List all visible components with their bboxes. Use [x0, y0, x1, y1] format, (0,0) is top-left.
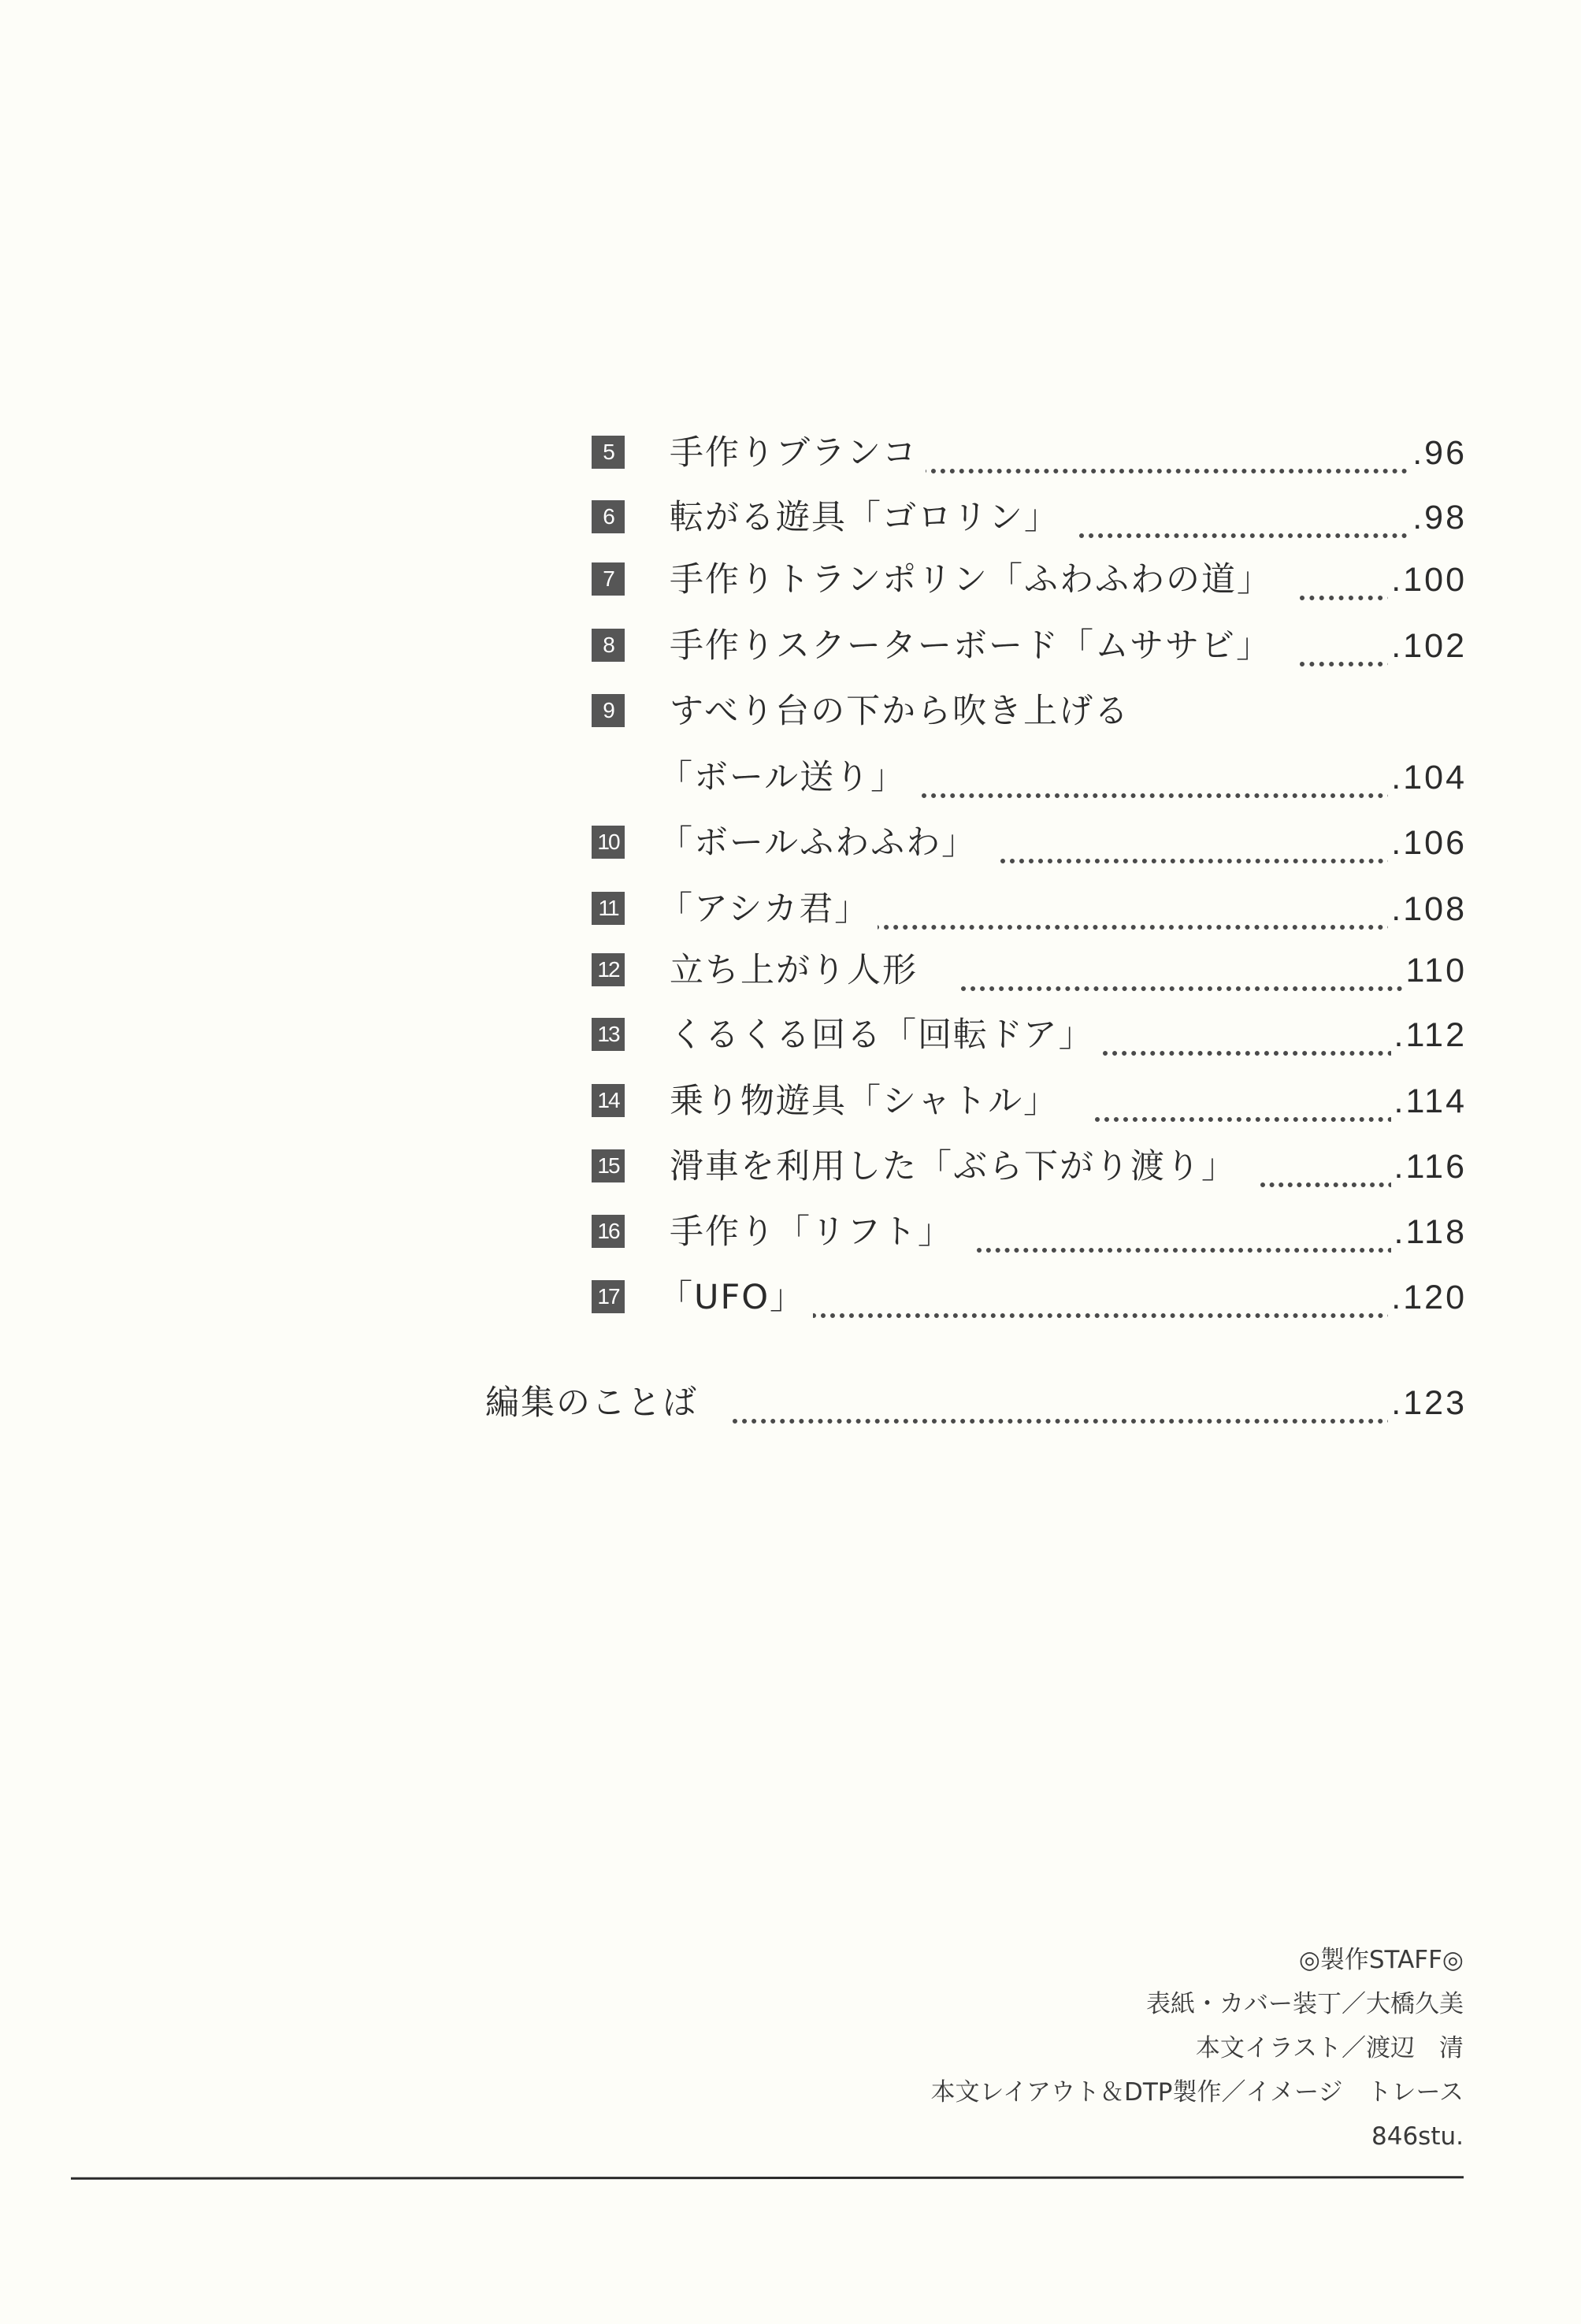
- page-number: .108: [1388, 885, 1467, 933]
- entry-title: すべり台の下から吹き上げる: [670, 688, 1138, 735]
- staff-heading: ◎製作STAFF◎: [1298, 1946, 1464, 1974]
- dot-leader: [922, 776, 1402, 798]
- toc-entry: [0, 1208, 1581, 1256]
- entry-title: 「アシカ君」: [659, 885, 878, 933]
- entry-title: 立ち上がり人形: [670, 947, 926, 994]
- toc-entry-afterword: [0, 1379, 1581, 1427]
- chapter-number-badge: 9: [592, 694, 625, 727]
- dot-leader: [922, 451, 1426, 473]
- page-number: 110: [1402, 947, 1467, 994]
- page-number: .102: [1388, 622, 1467, 670]
- staff-illustration: 本文イラスト／渡辺 清: [1195, 2034, 1464, 2062]
- toc-entry: [0, 1274, 1581, 1321]
- entry-title: 編集のことば: [485, 1379, 706, 1427]
- dot-leader: [1000, 841, 1402, 863]
- chapter-number-badge: 14: [592, 1084, 625, 1117]
- entry-title: 滑車を利用した「ぶら下がり渡り」: [670, 1143, 1245, 1190]
- page-number: .98: [1409, 494, 1467, 541]
- page-number: .100: [1388, 556, 1467, 603]
- dot-leader: [961, 969, 1402, 991]
- entry-title: 「UFO」: [659, 1274, 813, 1321]
- dot-leader: [1095, 1100, 1402, 1122]
- chapter-number-badge: 15: [592, 1149, 625, 1182]
- staff-studio: 846stu.: [1371, 2122, 1464, 2151]
- entry-title: 乗り物遊具「シャトル」: [670, 1078, 1067, 1125]
- toc-entry: [0, 622, 1581, 670]
- dot-leader: [1260, 1165, 1402, 1187]
- toc-entry: [0, 429, 1581, 477]
- chapter-number-badge: 10: [592, 826, 625, 859]
- entry-title: 転がる遊具「ゴロリン」: [670, 494, 1067, 541]
- entry-title: 手作り「リフト」: [670, 1208, 961, 1256]
- page-number: .120: [1388, 1274, 1467, 1321]
- staff-credits: [930, 1938, 1464, 2159]
- toc-entry: [0, 494, 1581, 541]
- chapter-number-badge: 13: [592, 1018, 625, 1051]
- toc-entry: [0, 947, 1581, 994]
- entry-title: 「ボールふわふわ」: [659, 819, 985, 867]
- staff-cover: 表紙・カバー装丁／大橋久美: [1146, 1990, 1464, 2018]
- dot-leader: [1300, 578, 1402, 600]
- page-number: .123: [1388, 1379, 1467, 1427]
- page-number: .112: [1391, 1012, 1468, 1059]
- toc-entry: [0, 1012, 1581, 1059]
- entry-title-continuation: 「ボール送り」: [659, 754, 914, 801]
- dot-leader: [977, 1231, 1402, 1253]
- page-number: .116: [1391, 1143, 1468, 1190]
- chapter-number-badge: 7: [592, 562, 625, 596]
- dot-leader: [811, 1296, 1402, 1318]
- chapter-number-badge: 16: [592, 1215, 625, 1248]
- page-number: .106: [1388, 819, 1467, 867]
- page-number: .118: [1391, 1208, 1468, 1256]
- dot-leader: [1300, 644, 1402, 666]
- page-number: .104: [1388, 754, 1467, 801]
- entry-title: 手作りブランコ: [670, 429, 926, 477]
- toc-entry: [0, 556, 1581, 603]
- toc-entry: [0, 819, 1581, 867]
- chapter-number-badge: 6: [592, 500, 625, 533]
- chapter-number-badge: 8: [592, 629, 625, 662]
- page-number: .114: [1391, 1078, 1468, 1125]
- toc-entry-continuation: [0, 754, 1581, 801]
- toc-entry: [0, 1078, 1581, 1125]
- entry-title: くるくる回る「回転ドア」: [670, 1012, 1102, 1059]
- dot-leader: [1103, 1034, 1402, 1056]
- dot-leader: [1079, 516, 1426, 538]
- chapter-number-badge: 17: [592, 1280, 625, 1313]
- chapter-number-badge: 12: [592, 953, 625, 986]
- page-number: .96: [1409, 429, 1467, 477]
- staff-layout: 本文レイアウト＆DTP製作／イメージ トレース: [930, 2078, 1464, 2107]
- entry-title: 手作りスクーターボード「ムササビ」: [670, 622, 1279, 670]
- dot-leader: [733, 1401, 1402, 1424]
- entry-title: 手作りトランポリン「ふわふわの道」: [670, 556, 1280, 603]
- toc-entry: [0, 885, 1581, 933]
- toc-entry: [0, 1143, 1581, 1190]
- chapter-number-badge: 11: [592, 892, 625, 925]
- toc-entry: [0, 688, 1581, 735]
- chapter-number-badge: 5: [592, 436, 625, 469]
- dot-leader: [874, 908, 1402, 930]
